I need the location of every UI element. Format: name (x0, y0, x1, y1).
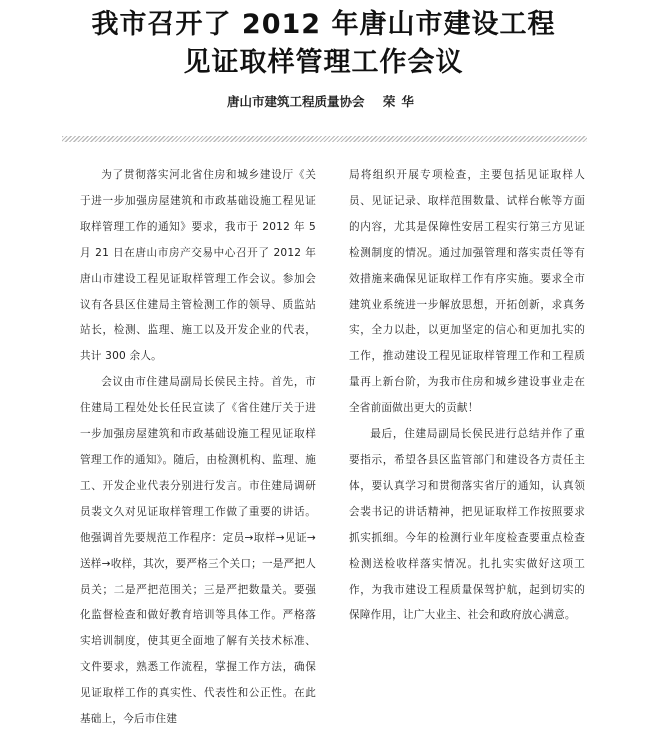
paragraph: 为了贯彻落实河北省住房和城乡建设厅《关于进一步加强房屋建筑和市政基础设施工程见证取样管理工作的通知》要求，我市于 2012 年 5 月 21 日在唐山市房产交易中心召开了 2012 年唐山市建设工程见证取样管理工作会议。参加会议有各县区住建局主管检测工作的领导、质监站站长，检测、监理、施工以及开发企业的代表，共计 300 余人。 (80, 169, 316, 363)
article-title (0, 6, 647, 82)
byline (0, 92, 647, 110)
byline-author: 荣华 (382, 94, 420, 109)
byline-organization: 唐山市建筑工程质量协会 (227, 94, 365, 109)
title-line-2: 见证取样管理工作会议 (183, 47, 464, 78)
hatched-divider (62, 136, 587, 142)
left-column (80, 163, 316, 733)
title-line-1: 我市召开了 2012 年唐山市建设工程 (91, 9, 556, 40)
paragraph: 会议由市住建局副局长侯民主持。首先，市住建局工程处处长任民宣读了《省住建厅关于进一步加强房屋建筑和市政基础设施工程见证取样管理工作的通知》。随后，由检测机构、监理、施工、开发企业代表分别进行发言。市住建局调研员裴文久对见证取样管理工作做了重要的讲话。他强调首先要规范工作程序：定员→取样→见证→送样→收样，其次，要严格三个关口；一是严把人员关；二是严把范围关；三是严把数量关。要强化监督检查和做好教育培训等具体工作。严格落实培训制度，使其更全面地了解有关技术标准、文件要求，熟悉工作流程，掌握工作方法，确保见证取样工作的真实性、代表性和公正性。在此基础上，今后市住建 (80, 376, 316, 726)
right-column (349, 163, 585, 629)
paragraph-continued: 局将组织开展专项检查，主要包括见证取样人员、见证记录、取样范围数量、试样台帐等方面的内容，尤其是保障性安居工程实行第三方见证检测制度的情况。通过加强管理和落实责任等有效措施来确保见证取样工作有序实施。要求全市建筑业系统进一步解放思想，开拓创新，求真务实，全力以赴，以更加坚定的信心和更加扎实的工作，推动建设工程见证取样管理工作和工程质量再上新台阶，为我市住房和城乡建设事业走在全省前面做出更大的贡献！ (349, 169, 585, 415)
paragraph: 最后，住建局副局长侯民进行总结并作了重要指示，希望各县区监管部门和建设各方责任主体，要认真学习和贯彻落实省厅的通知，认真领会裴书记的讲话精神，把见证取样工作按照要求抓实抓细。今年的检测行业年度检查要重点检查检测送检收样落实情况。扎扎实实做好这项工作，为我市建设工程质量保驾护航，起到切实的保障作用，让广大业主、社会和政府放心满意。 (349, 428, 585, 622)
